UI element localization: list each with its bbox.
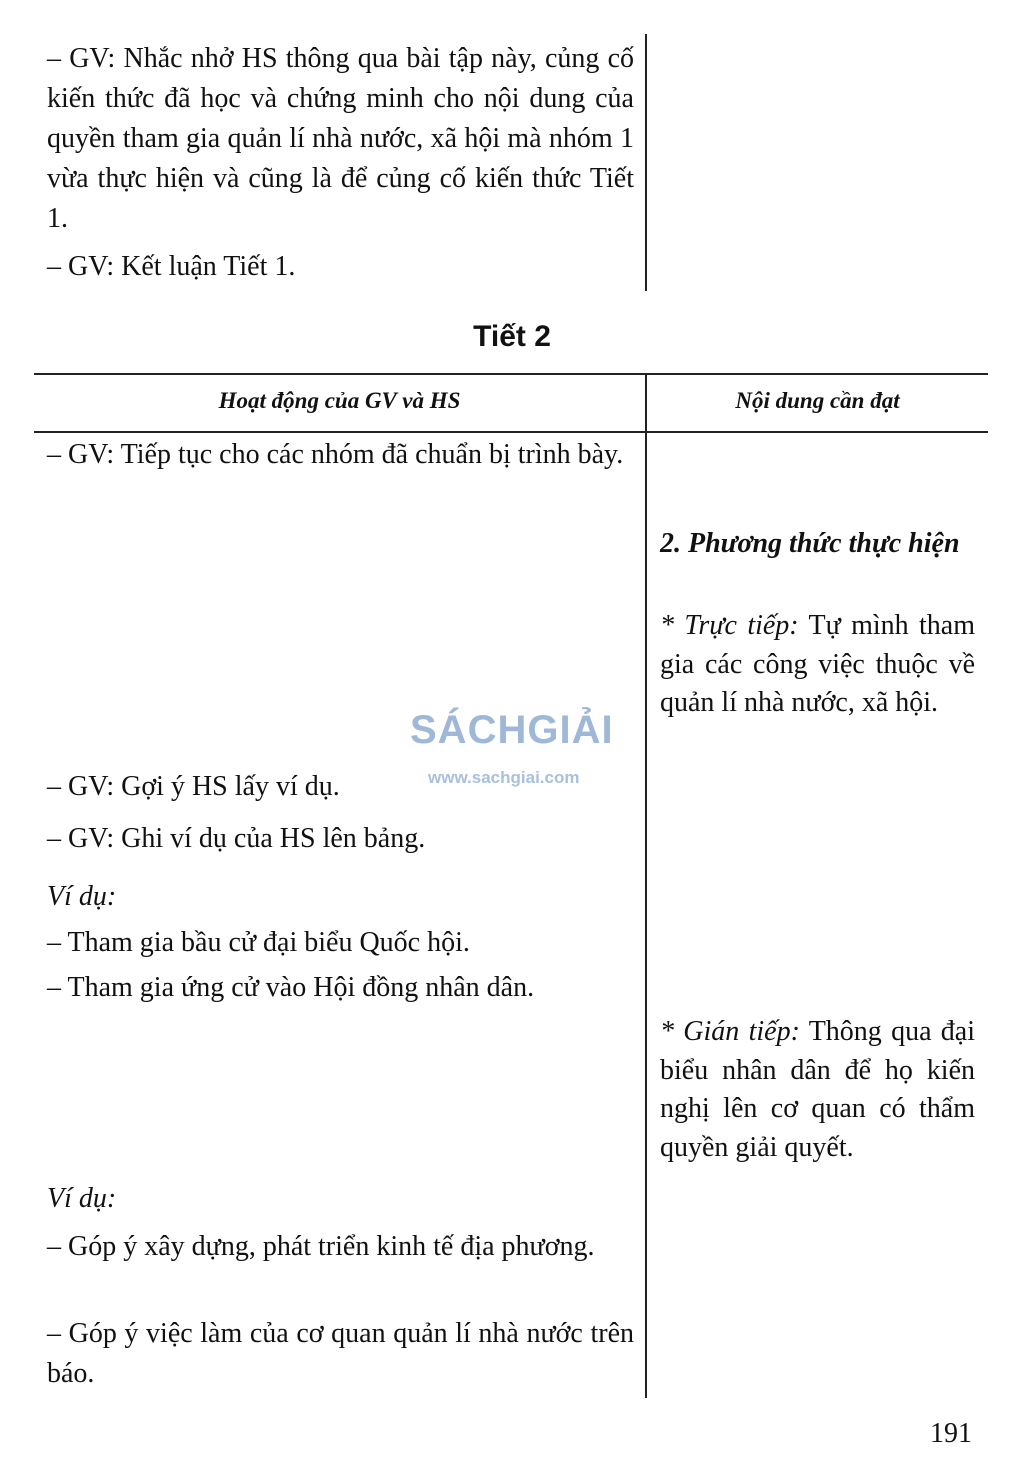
example-2-item-a: – Góp ý xây dựng, phát triển kinh tế địa phương. bbox=[47, 1231, 595, 1262]
example-1-item-b: – Tham gia ứng cử vào Hội đồng nhân dân. bbox=[47, 972, 535, 1003]
indirect-method bbox=[660, 1013, 975, 1167]
watermark-url: www.sachgiai.com bbox=[428, 768, 580, 787]
top-column-divider bbox=[645, 34, 647, 291]
example-label-1: Ví dụ: bbox=[47, 881, 117, 912]
indirect-label: * Gián tiếp: bbox=[660, 1016, 800, 1047]
page-number: 191 bbox=[930, 1418, 972, 1449]
table-column-divider bbox=[645, 373, 647, 1398]
direct-label: * Trực tiếp: bbox=[660, 610, 799, 641]
table-top-border bbox=[34, 373, 988, 375]
top-paragraph-2: – GV: Kết luận Tiết 1. bbox=[47, 251, 296, 282]
top-paragraph-1: – GV: Nhắc nhở HS thông qua bài tập này, củng cố kiến thức đã học và chứng minh cho nội dung của quyền tham gia quản lí nhà nước, xã hội mà nhóm 1 vừa thực hiện và cũng là để củng cố kiến thức Tiết 1. bbox=[47, 43, 634, 234]
indirect-text: Thông qua đại biểu nhân dân để họ kiến nghị lên cơ quan có thẩm quyền giải quyết. bbox=[660, 1016, 976, 1163]
example-2-item-b: – Góp ý việc làm của cơ quan quản lí nhà nước trên báo. bbox=[47, 1318, 634, 1389]
left-paragraph-1: – GV: Tiếp tục cho các nhóm đã chuẩn bị trình bày. bbox=[47, 439, 624, 470]
direct-text: Tự mình tham gia các công việc thuộc về quản lí nhà nước, xã hội. bbox=[660, 610, 975, 718]
direct-method bbox=[660, 607, 975, 723]
left-paragraph-3: – GV: Ghi ví dụ của HS lên bảng. bbox=[47, 823, 426, 854]
example-1-item-a: – Tham gia bầu cử đại biểu Quốc hội. bbox=[47, 927, 470, 958]
example-label-2: Ví dụ: bbox=[47, 1183, 117, 1214]
header-activities: Hoạt động của GV và HS bbox=[218, 388, 461, 413]
header-content: Nội dung cần đạt bbox=[735, 388, 900, 413]
section-title: Tiết 2 bbox=[473, 320, 551, 353]
table-header-border bbox=[34, 431, 988, 433]
method-heading: 2. Phương thức thực hiện bbox=[660, 528, 960, 559]
watermark-logo: SÁCHGIẢI bbox=[410, 708, 614, 752]
left-paragraph-2: – GV: Gợi ý HS lấy ví dụ. bbox=[47, 771, 340, 802]
